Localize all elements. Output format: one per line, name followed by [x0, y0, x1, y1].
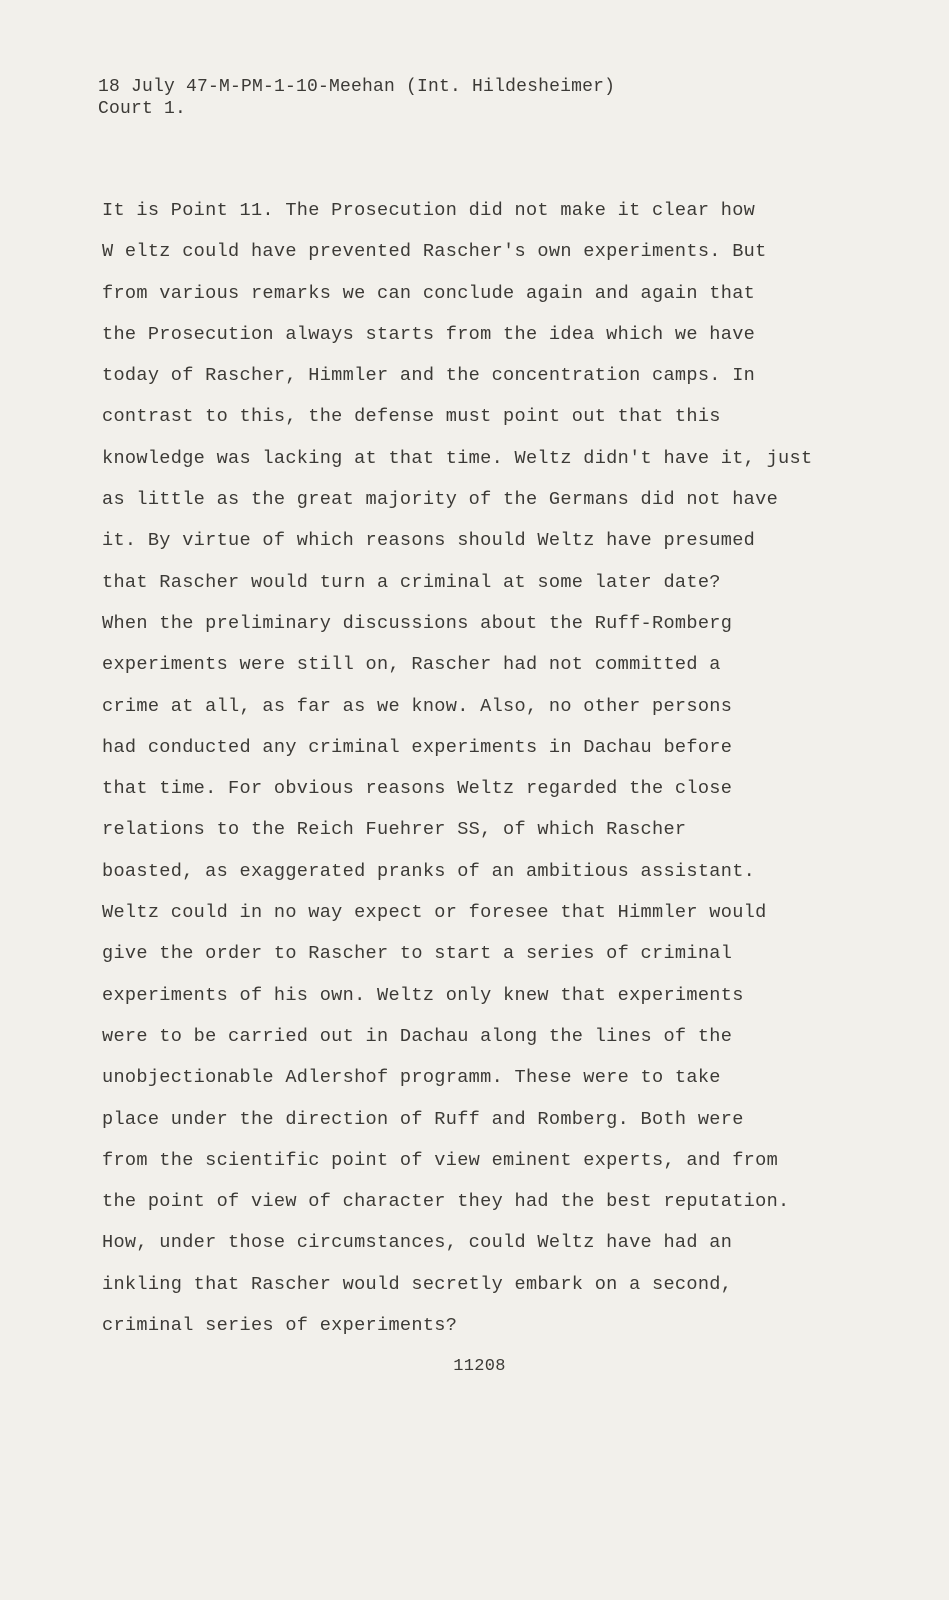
body-line: When the preliminary discussions about the Ruff-Romberg	[102, 612, 733, 634]
body-line: crime at all, as far as we know. Also, no other persons	[102, 695, 733, 717]
document-header	[98, 76, 615, 120]
body-line: give the order to Rascher to start a series of criminal	[102, 943, 733, 965]
body-line: the point of view of character they had the best reputation.	[102, 1191, 790, 1213]
body-line: from various remarks we can conclude again and again that	[102, 282, 756, 304]
header-session-line: 18 July 47-M-PM-1-10-Meehan (Int. Hildesheimer)	[98, 77, 616, 97]
body-line: that time. For obvious reasons Weltz regarded the close	[102, 778, 733, 800]
header-court-line: Court 1.	[98, 99, 187, 119]
body-line: the Prosecution always starts from the idea which we have	[102, 323, 756, 345]
body-line: W eltz could have prevented Rascher's own experiments. But	[102, 241, 767, 263]
body-line: unobjectionable Adlershof programm. These were to take	[102, 1067, 721, 1089]
page-number: 11208	[453, 1357, 506, 1376]
body-line: were to be carried out in Dachau along the lines of the	[102, 1025, 733, 1047]
body-line: that Rascher would turn a criminal at some later date?	[102, 571, 721, 593]
body-line: as little as the great majority of the Germans did not have	[102, 489, 779, 511]
body-line: had conducted any criminal experiments in Dachau before	[102, 736, 733, 758]
body-line: experiments of his own. Weltz only knew that experiments	[102, 984, 744, 1006]
body-line: boasted, as exaggerated pranks of an ambitious assistant.	[102, 860, 756, 882]
body-line: How, under those circumstances, could Weltz have had an	[102, 1232, 733, 1254]
body-line: inkling that Rascher would secretly embark on a second,	[102, 1273, 733, 1295]
transcript-body	[102, 190, 882, 1346]
body-line: Weltz could in no way expect or foresee that Himmler would	[102, 902, 767, 924]
body-line: criminal series of experiments?	[102, 1315, 458, 1337]
body-line: place under the direction of Ruff and Romberg. Both were	[102, 1108, 744, 1130]
body-line: contrast to this, the defense must point out that this	[102, 406, 721, 428]
body-line: today of Rascher, Himmler and the concentration camps. In	[102, 365, 756, 387]
body-line: it. By virtue of which reasons should Weltz have presumed	[102, 530, 756, 552]
body-line: knowledge was lacking at that time. Weltz didn't have it, just	[102, 447, 813, 469]
body-line: relations to the Reich Fuehrer SS, of which Rascher	[102, 819, 687, 841]
body-line: experiments were still on, Rascher had not committed a	[102, 654, 721, 676]
body-line: from the scientific point of view eminent experts, and from	[102, 1149, 779, 1171]
body-line: It is Point 11. The Prosecution did not make it clear how	[102, 200, 756, 221]
